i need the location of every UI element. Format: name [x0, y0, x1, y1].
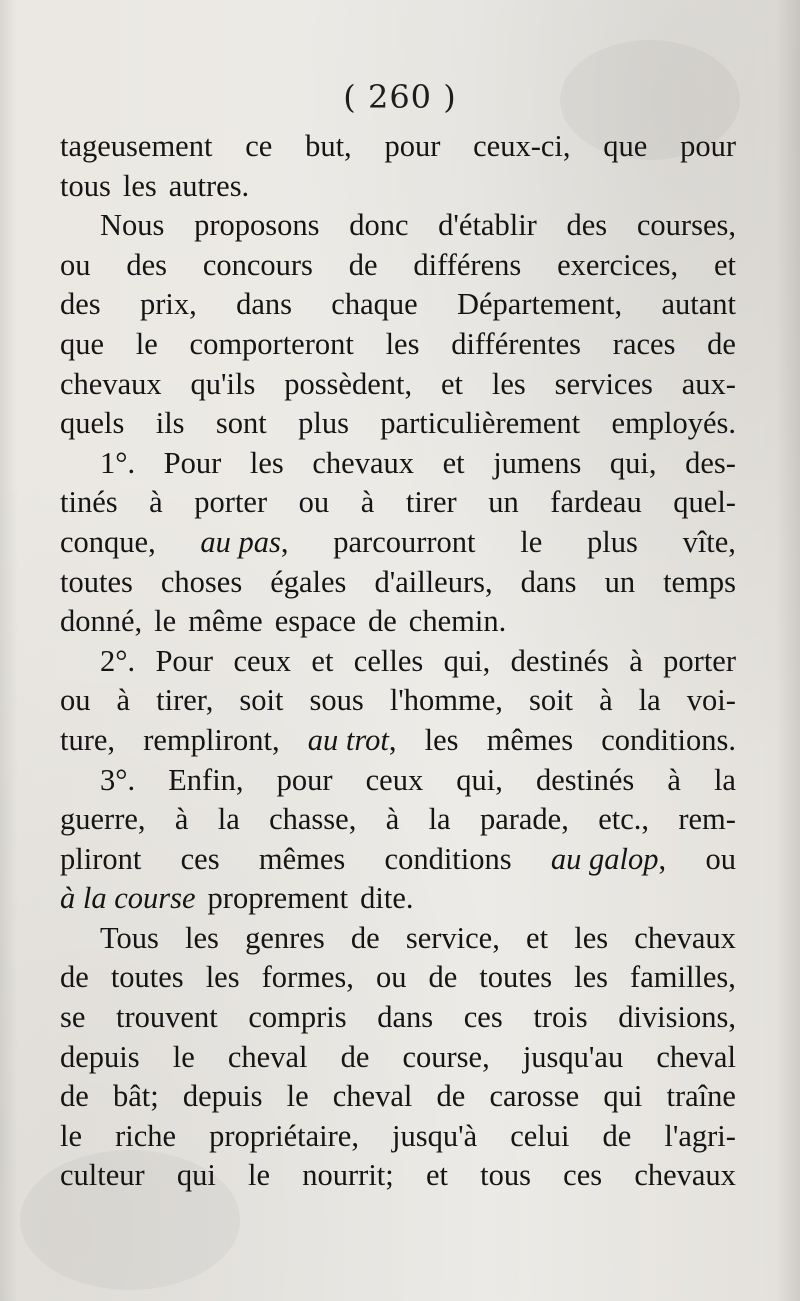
text-line: Nous proposons donc d'établir des courses, — [100, 208, 736, 243]
text-line: ou à tirer, soit sous l'homme, soit à la voi- — [60, 683, 736, 718]
text-line: le riche propriétaire, jusqu'à celui de l'agri- — [60, 1118, 736, 1153]
text-line: de toutes les formes, ou de toutes les familles, — [60, 960, 736, 995]
text-line: chevaux qu'ils possèdent, et les services aux- — [60, 366, 736, 401]
text-line: que le comporteront les différentes races de — [60, 326, 736, 361]
text-line: à la course proprement dite. — [60, 881, 414, 916]
text-line: des prix, dans chaque Département, autant — [60, 287, 736, 322]
body-text — [60, 127, 736, 1196]
text-line: ture, rempliront, au trot, les mêmes conditions. — [60, 722, 736, 757]
page-number-header: ( 260 ) — [343, 78, 457, 116]
text-line: 3°. Enfin, pour ceux qui, destinés à la — [100, 762, 736, 797]
text-line: pliront ces mêmes conditions au galop, ou — [60, 841, 736, 876]
text-line: 1°. Pour les chevaux et jumens qui, des- — [100, 445, 736, 480]
text-line: 2°. Pour ceux et celles qui, destinés à porter — [100, 643, 736, 678]
text-line: tageusement ce but, pour ceux-ci, que pour — [60, 129, 736, 163]
text-line: toutes choses égales d'ailleurs, dans un temps — [60, 564, 736, 599]
text-line: de bât; depuis le cheval de carosse qui traîne — [60, 1079, 736, 1114]
text-line: tous les autres. — [60, 168, 250, 203]
text-line: conque, au pas, parcourront le plus vîte, — [60, 524, 736, 559]
text-line: se trouvent compris dans ces trois divisions, — [60, 1000, 736, 1035]
text-line: quels ils sont plus particulièrement employés. — [60, 406, 736, 441]
text-line: depuis le cheval de course, jusqu'au cheval — [60, 1039, 736, 1074]
text-line: culteur qui le nourrit; et tous ces chevaux — [60, 1158, 736, 1193]
text-line: tinés à porter ou à tirer un fardeau quel- — [60, 485, 736, 520]
text-line: donné, le même espace de chemin. — [60, 604, 507, 639]
text-line: ou des concours de différens exercices, et — [60, 247, 736, 282]
text-line: Tous les genres de service, et les chevaux — [100, 920, 736, 955]
text-line: guerre, à la chasse, à la parade, etc., rem- — [60, 802, 736, 837]
